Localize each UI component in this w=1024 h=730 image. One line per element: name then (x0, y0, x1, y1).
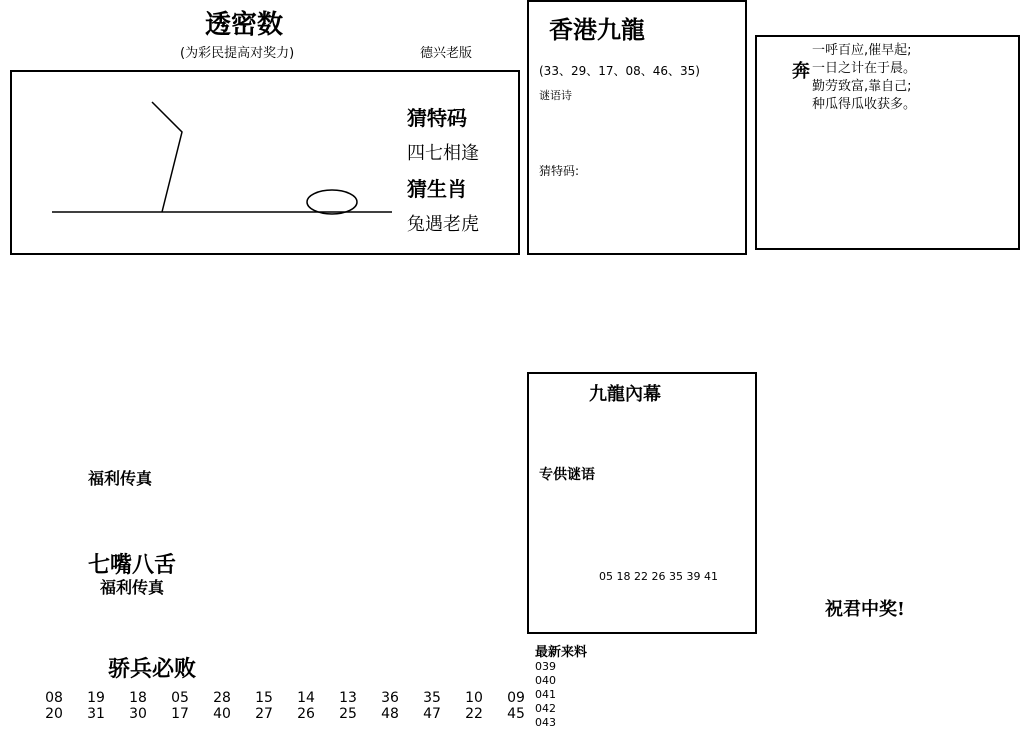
num: 20 (45, 706, 63, 722)
num: 10 (465, 690, 483, 706)
last-column-label: 最新来料 (535, 645, 588, 660)
hint-2: 四七相逢 (407, 143, 479, 164)
hk-numbers: (33、29、17、08、46、35) (539, 64, 700, 78)
hint-4: 兔遇老虎 (407, 214, 479, 235)
last-column (535, 646, 587, 730)
hk-caption: 猜特码: (539, 164, 580, 178)
last-row: 042 (535, 702, 556, 715)
hk-section: 谜语诗 (539, 89, 572, 102)
brand: 德兴老版 (420, 46, 473, 61)
tag: 奔 (792, 61, 810, 82)
top-left-illustration (10, 70, 520, 255)
num: 19 (87, 690, 105, 706)
num: 30 (129, 706, 147, 722)
bm-answer: 专供谜语 (539, 467, 595, 483)
bottom-right-panel (765, 375, 1020, 625)
banner-4: 骄兵必败 (108, 656, 197, 682)
num: 36 (381, 690, 399, 706)
num: 17 (171, 706, 189, 722)
number-row-2 (40, 706, 530, 722)
hint-1: 猜特码 (407, 106, 467, 130)
num: 28 (213, 690, 231, 706)
poem-line-3: 勤劳致富,靠自己; (812, 79, 912, 94)
num: 14 (297, 690, 315, 706)
hint-3: 猜生肖 (407, 177, 467, 201)
tree-and-sheep-illustration (12, 72, 402, 252)
num: 35 (423, 690, 441, 706)
bottom-mid-panel (527, 372, 757, 634)
greeting: 祝君中奖! (825, 599, 905, 620)
bm-title: 九龍內幕 (589, 384, 661, 405)
last-row: 041 (535, 688, 556, 701)
num: 40 (213, 706, 231, 722)
bm-numbers: 05 18 22 26 35 39 41 (599, 570, 718, 583)
top-right-panel (755, 35, 1020, 250)
num: 22 (465, 706, 483, 722)
poem-line-2: 一日之计在于晨。 (812, 61, 917, 76)
num: 05 (171, 690, 189, 706)
num: 25 (339, 706, 357, 722)
num: 47 (423, 706, 441, 722)
last-row: 040 (535, 674, 556, 687)
num: 31 (87, 706, 105, 722)
num: 48 (381, 706, 399, 722)
num: 18 (129, 690, 147, 706)
num: 13 (339, 690, 357, 706)
num: 26 (297, 706, 315, 722)
banner-1: 福利传真 (88, 469, 153, 488)
banner-3: 福利传真 (100, 578, 165, 597)
num: 09 (507, 690, 525, 706)
num: 15 (255, 690, 273, 706)
banner-2: 七嘴八舌 (88, 552, 177, 578)
hk-title: 香港九龍 (549, 15, 645, 44)
page-title: 透密数 (205, 10, 284, 40)
number-row-1 (40, 690, 530, 706)
num: 08 (45, 690, 63, 706)
poem-line-1: 一呼百应,催早起; (812, 43, 912, 58)
top-left-header (0, 0, 520, 66)
num: 45 (507, 706, 525, 722)
number-grid (40, 690, 530, 722)
subtitle: (为彩民提高对奖力) (180, 46, 295, 61)
top-mid-panel (527, 0, 747, 255)
last-row: 043 (535, 716, 556, 729)
num: 27 (255, 706, 273, 722)
last-row: 039 (535, 660, 556, 673)
poem-line-4: 种瓜得瓜收获多。 (812, 97, 917, 112)
